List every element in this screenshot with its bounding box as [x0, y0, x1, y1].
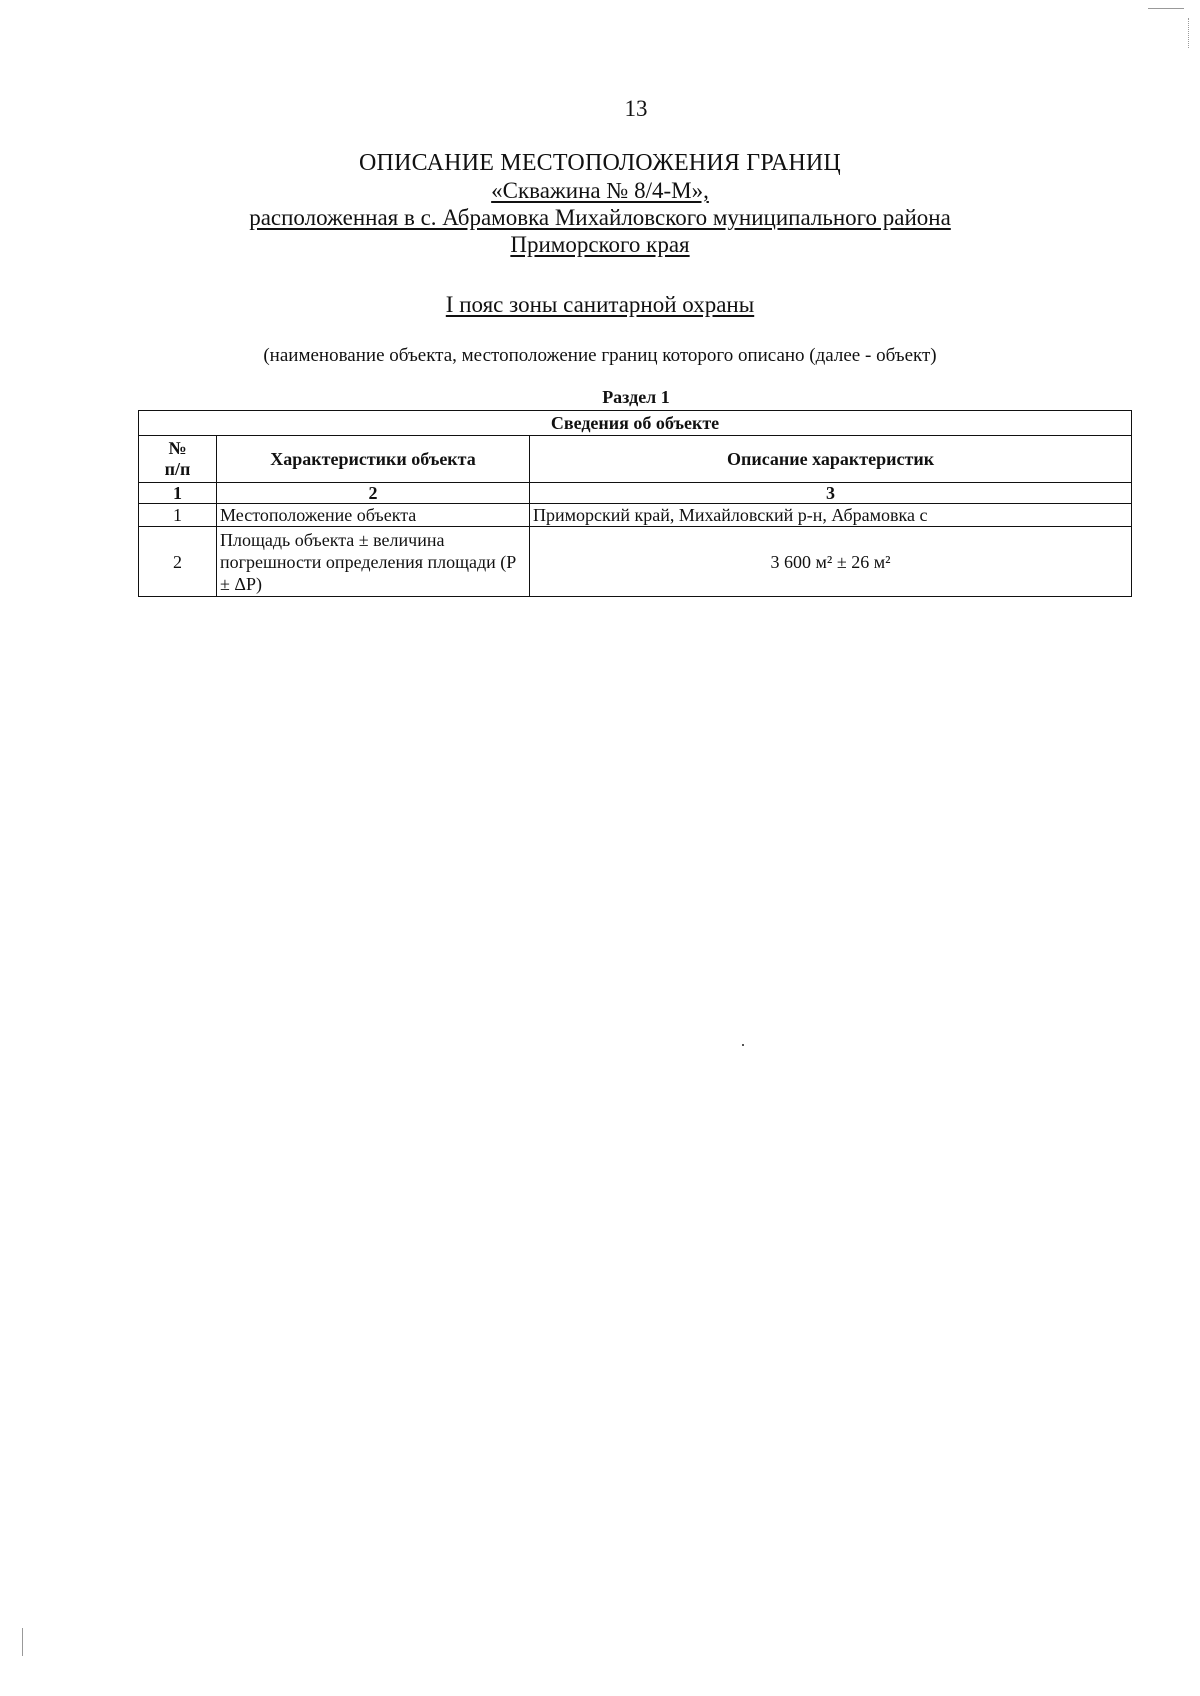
- column-number-row: [139, 483, 1132, 504]
- table-row: [139, 504, 1132, 527]
- table-row: [139, 527, 1132, 597]
- header-description: Описание характеристик: [530, 436, 1132, 483]
- row-description: 3 600 м² ± 26 м²: [530, 527, 1132, 597]
- header-characteristic: Характеристики объекта: [217, 436, 530, 483]
- column-number: 3: [530, 483, 1132, 504]
- scan-edge-mark: [22, 1628, 23, 1656]
- table-header-row: [139, 436, 1132, 483]
- zone-title: I пояс зоны санитарной охраны: [445, 292, 755, 317]
- object-caption: (наименование объекта, местоположение границ которого описано (далее - объект): [263, 345, 937, 366]
- object-info-table: [138, 410, 1132, 597]
- column-number: 2: [217, 483, 530, 504]
- table-caption-row: [139, 411, 1132, 436]
- object-name: «Скважина № 8/4-М»,: [491, 178, 709, 203]
- row-description: Приморский край, Михайловский р-н, Абрамовка с: [530, 504, 1132, 527]
- row-characteristic: Местоположение объекта: [217, 504, 530, 527]
- scan-edge-mark: [1188, 18, 1190, 48]
- document-title: ОПИСАНИЕ МЕСТОПОЛОЖЕНИЯ ГРАНИЦ: [359, 150, 841, 176]
- row-characteristic: Площадь объекта ± величина погрешности определения площади (Р ± ΔР): [217, 527, 530, 597]
- scan-edge-mark: [1148, 8, 1184, 9]
- section-label: Раздел 1: [602, 387, 670, 407]
- row-number: 2: [139, 527, 217, 597]
- header-number: № п/п: [139, 436, 217, 483]
- row-number: 1: [139, 504, 217, 527]
- object-location-line-2: Приморского края: [510, 232, 690, 257]
- table-caption: Сведения об объекте: [139, 411, 1132, 436]
- page-number: 13: [624, 96, 648, 121]
- column-number: 1: [139, 483, 217, 504]
- document-header: [0, 150, 1200, 258]
- object-location-line-1: расположенная в с. Абрамовка Михайловского муниципального района: [249, 205, 951, 230]
- scan-speck: [742, 1044, 744, 1046]
